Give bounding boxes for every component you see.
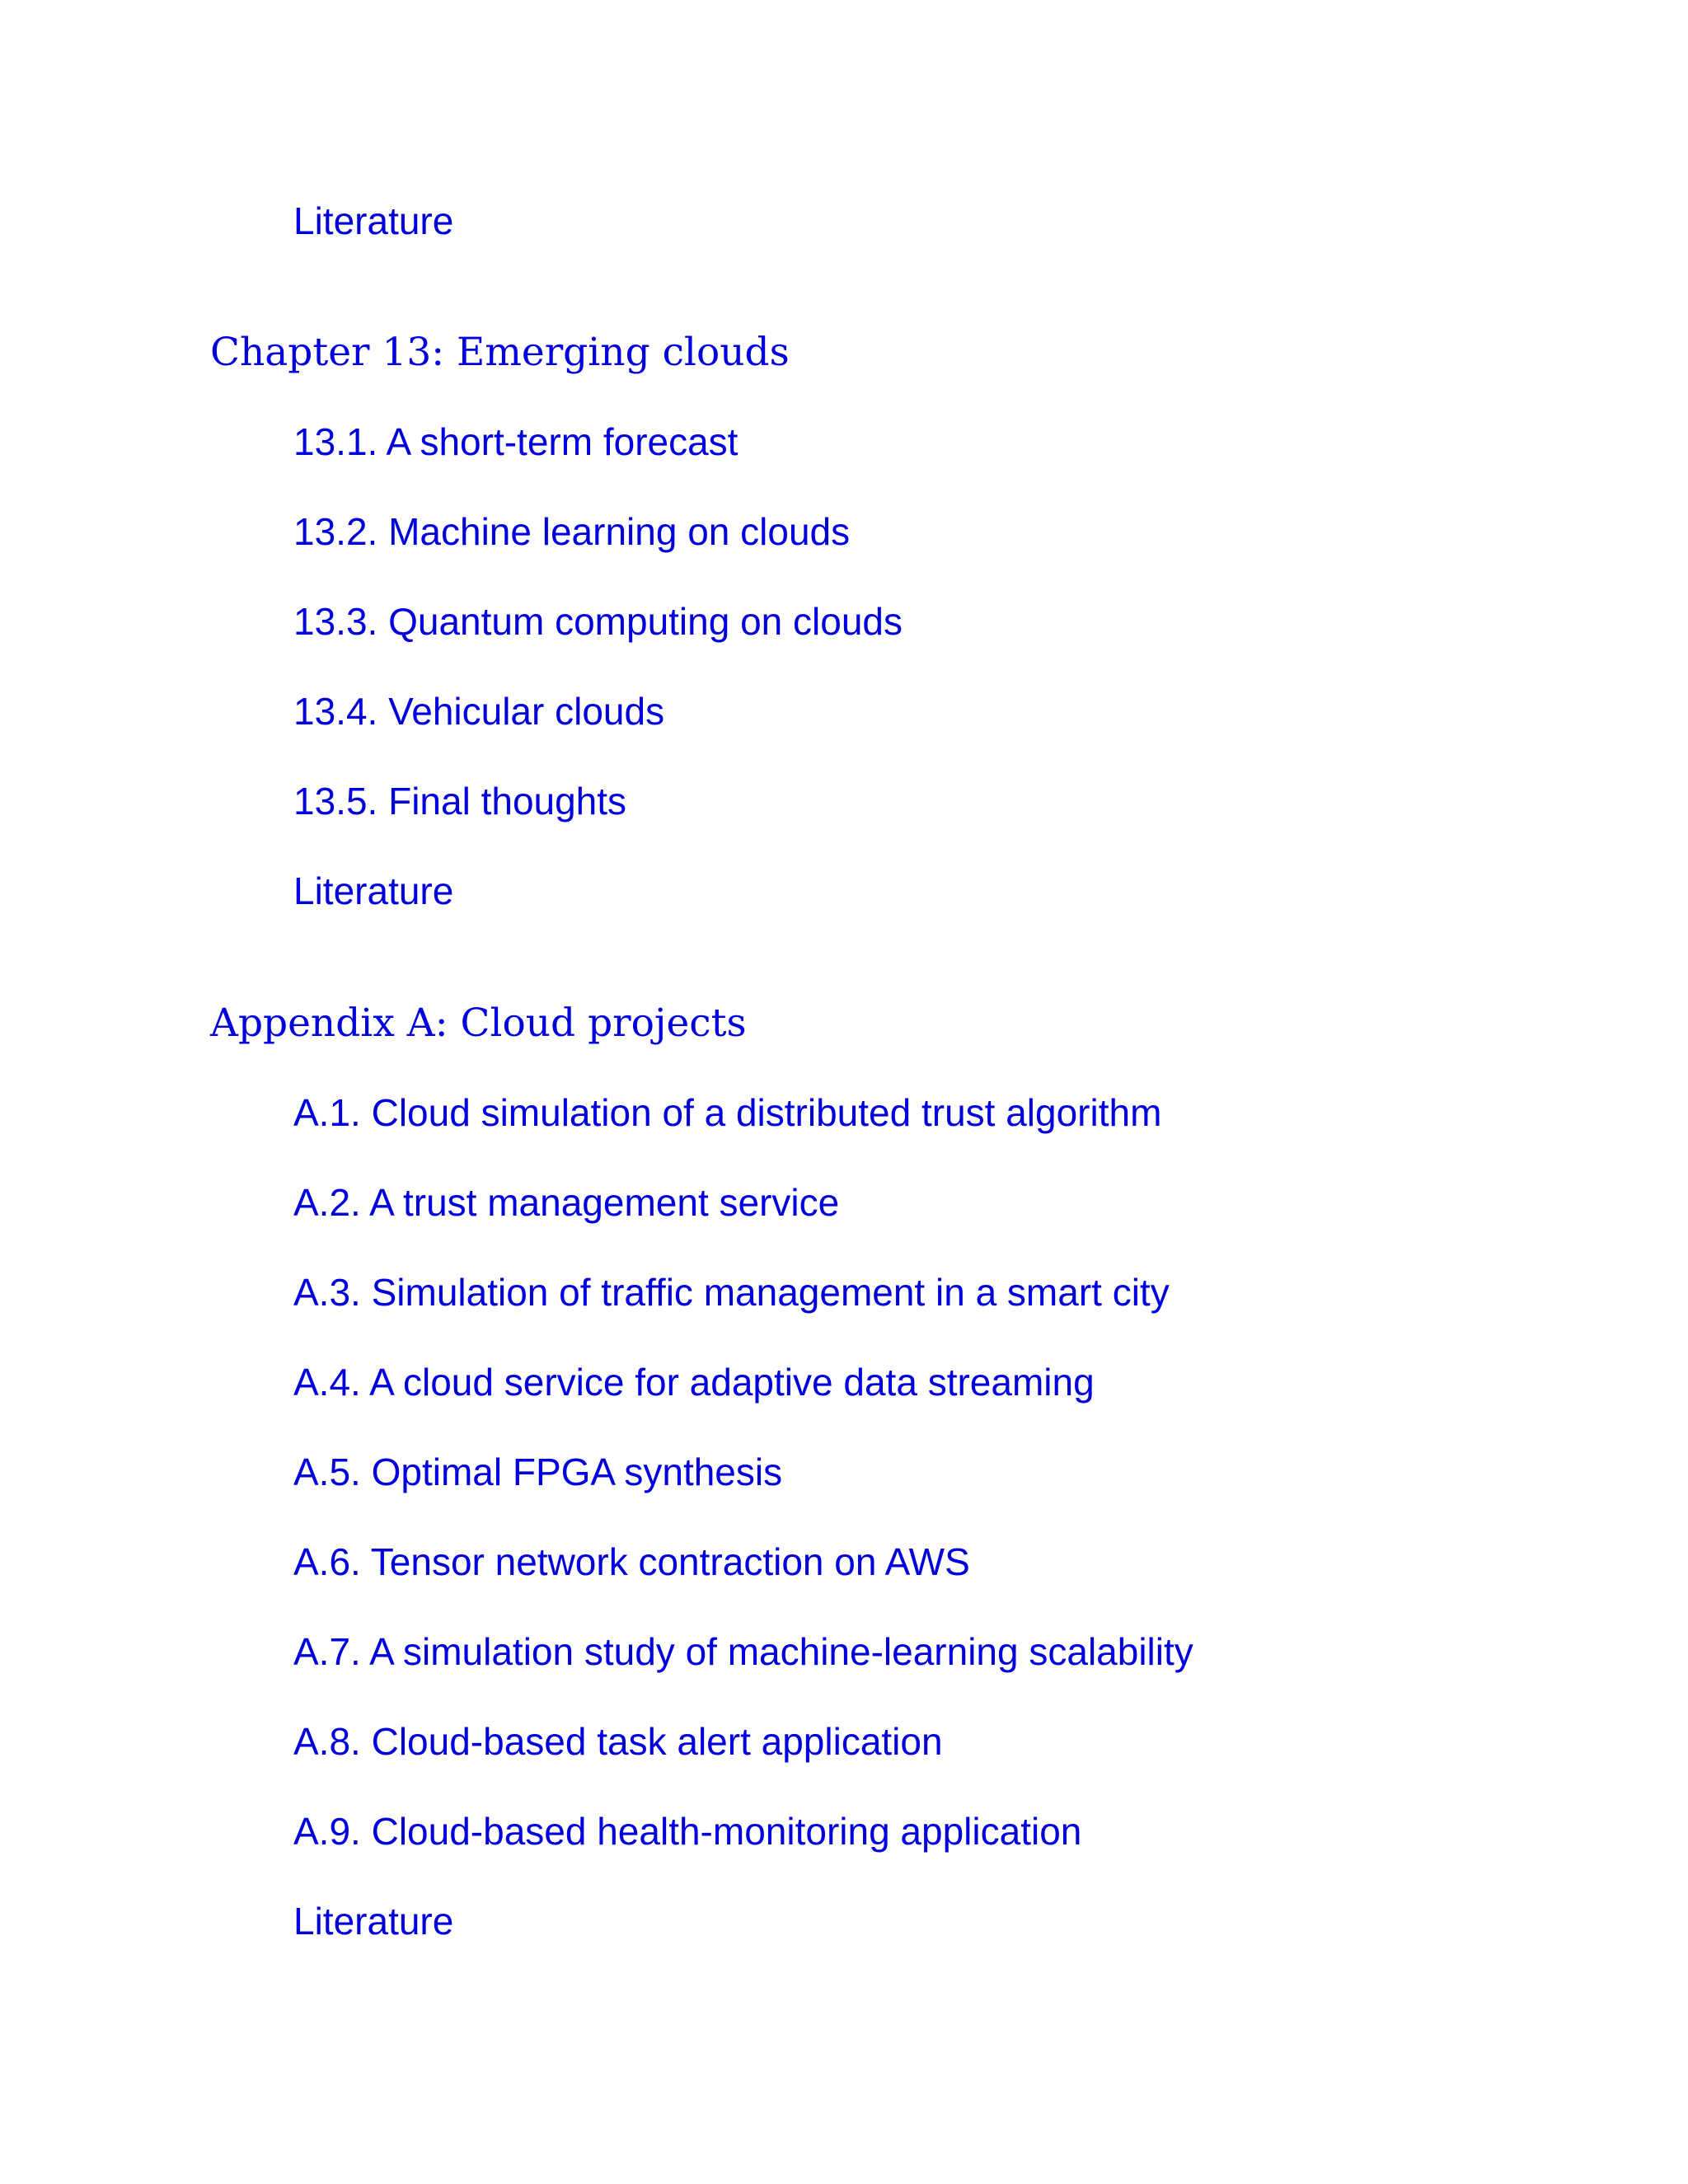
toc-heading-appendix-a[interactable]: Appendix A: Cloud projects (210, 1001, 747, 1046)
toc-item-a-5[interactable]: A.5. Optimal FPGA synthesis (293, 1451, 783, 1493)
toc-item-a-7[interactable]: A.7. A simulation study of machine-learning scalability (293, 1630, 1193, 1673)
toc-item-appendix-a-literature[interactable]: Literature (293, 1900, 454, 1943)
toc-item-a-3[interactable]: A.3. Simulation of traffic management in a smart city (293, 1271, 1170, 1314)
toc-item-a-9[interactable]: A.9. Cloud-based health-monitoring application (293, 1810, 1082, 1853)
toc-item-13-4[interactable]: 13.4. Vehicular clouds (293, 690, 665, 733)
toc-item-a-2[interactable]: A.2. A trust management service (293, 1181, 840, 1224)
toc-item-13-1[interactable]: 13.1. A short-term forecast (293, 420, 738, 463)
toc-item-literature[interactable]: Literature (293, 199, 454, 242)
toc-item-13-3[interactable]: 13.3. Quantum computing on clouds (293, 600, 903, 643)
toc-item-13-2[interactable]: 13.2. Machine learning on clouds (293, 510, 851, 553)
toc-item-13-5[interactable]: 13.5. Final thoughts (293, 780, 627, 823)
toc-item-a-6[interactable]: A.6. Tensor network contraction on AWS (293, 1540, 970, 1583)
toc-heading-chapter-13[interactable]: Chapter 13: Emerging clouds (210, 330, 790, 375)
toc-item-a-8[interactable]: A.8. Cloud-based task alert application (293, 1720, 943, 1763)
toc-item-a-1[interactable]: A.1. Cloud simulation of a distributed trust algorithm (293, 1091, 1162, 1134)
toc-item-chapter-13-literature[interactable]: Literature (293, 869, 454, 912)
toc-item-a-4[interactable]: A.4. A cloud service for adaptive data streaming (293, 1361, 1095, 1404)
